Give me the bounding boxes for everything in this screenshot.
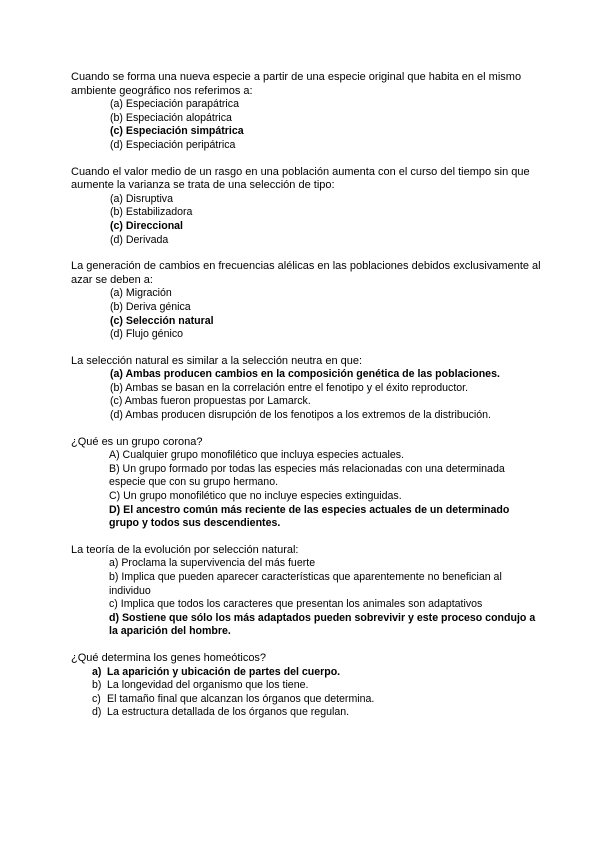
option-d: (d) Ambas producen disrupción de los fenotipos a los extremos de la distribución. <box>110 409 491 422</box>
question-stem: Cuando el valor medio de un rasgo en una población aumenta con el curso del tiempo sin que aumente la varianza se trata de una selección de tipo: <box>71 165 530 192</box>
question-6 <box>71 544 541 639</box>
question-4 <box>71 355 541 423</box>
options-list <box>71 449 541 531</box>
option-text: La estructura detallada de los órganos que regulan. <box>107 706 350 719</box>
option-d: (d) Derivada <box>110 233 169 246</box>
options-list <box>71 368 541 422</box>
option-d: (d) Especiación peripátrica <box>110 138 236 151</box>
option-b: (b) Especiación alopátrica <box>110 111 232 124</box>
option-a-correct: (a) Ambas producen cambios en la composición genética de las poblaciones. <box>110 368 500 381</box>
option-d: (d) Flujo génico <box>110 328 184 341</box>
exam-page <box>71 71 541 720</box>
question-stem: La teoría de la evolución por selección natural: <box>71 543 299 556</box>
option-letter: c) <box>92 692 101 705</box>
option-c: C) Un grupo monofilético que no incluye especies extinguidas. <box>109 490 402 503</box>
option-text: La aparición y ubicación de partes del cuerpo. <box>107 665 341 678</box>
question-3 <box>71 260 541 342</box>
option-b: (b) Estabilizadora <box>110 206 193 219</box>
option-b: b) Implica que pueden aparecer características que aparentemente no benefician al individuo <box>109 571 502 597</box>
option-b <box>71 679 541 693</box>
option-text: El tamaño final que alcanzan los órganos que determina. <box>107 692 375 705</box>
question-stem: La selección natural es similar a la selección neutra en que: <box>71 354 363 367</box>
option-a: a) Proclama la supervivencia del más fuerte <box>109 557 316 570</box>
question-2 <box>71 166 541 248</box>
options-list <box>71 287 541 341</box>
options-list <box>71 98 541 152</box>
option-a: A) Cualquier grupo monofilético que incluya especies actuales. <box>109 449 405 462</box>
options-list <box>71 666 541 720</box>
question-stem: La generación de cambios en frecuencias alélicas en las poblaciones debidos exclusivamente al azar se deben a: <box>71 260 541 286</box>
option-b: B) Un grupo formado por todas las especies más relacionadas con una determinada especie que con su grupo hermano. <box>109 462 505 489</box>
option-b: (b) Deriva génica <box>110 300 191 313</box>
option-c: (c) Ambas fueron propuestas por Lamarck. <box>110 395 311 408</box>
question-5 <box>71 436 541 531</box>
option-a: (a) Especiación parapátrica <box>110 98 239 111</box>
option-d-correct: d) Sostiene que sólo los más adaptados pueden sobrevivir y este proceso condujo a la aparición del hombre. <box>109 611 536 638</box>
question-stem: ¿Qué determina los genes homeóticos? <box>71 651 267 664</box>
options-list <box>71 557 541 639</box>
option-d <box>71 706 541 720</box>
option-letter: a) <box>92 665 102 678</box>
option-c <box>71 693 541 707</box>
question-1 <box>71 71 541 153</box>
option-text: La longevidad del organismo que los tiene. <box>107 679 309 692</box>
option-letter: d) <box>92 706 102 719</box>
question-stem: Cuando se forma una nueva especie a partir de una especie original que habita en el mismo ambiente geográfico nos referimos a: <box>71 71 522 97</box>
option-a-correct <box>71 666 541 680</box>
options-list <box>71 193 541 247</box>
option-c-correct: (c) Selección natural <box>110 314 214 327</box>
option-c-correct: (c) Direccional <box>110 219 184 232</box>
option-b: (b) Ambas se basan en la correlación entre el fenotipo y el éxito reproductor. <box>110 381 469 394</box>
option-a: (a) Migración <box>110 287 172 300</box>
option-c: c) Implica que todos los caracteres que presentan los animales son adaptativos <box>109 598 483 611</box>
option-letter: b) <box>92 679 102 692</box>
option-d-correct: D) El ancestro común más reciente de las especies actuales de un determinado grupo y todos sus descendientes. <box>109 503 510 530</box>
question-stem: ¿Qué es un grupo corona? <box>71 435 203 448</box>
option-a: (a) Disruptiva <box>110 192 173 205</box>
option-c-correct: (c) Especiación simpátrica <box>110 125 244 138</box>
question-7 <box>71 652 541 720</box>
